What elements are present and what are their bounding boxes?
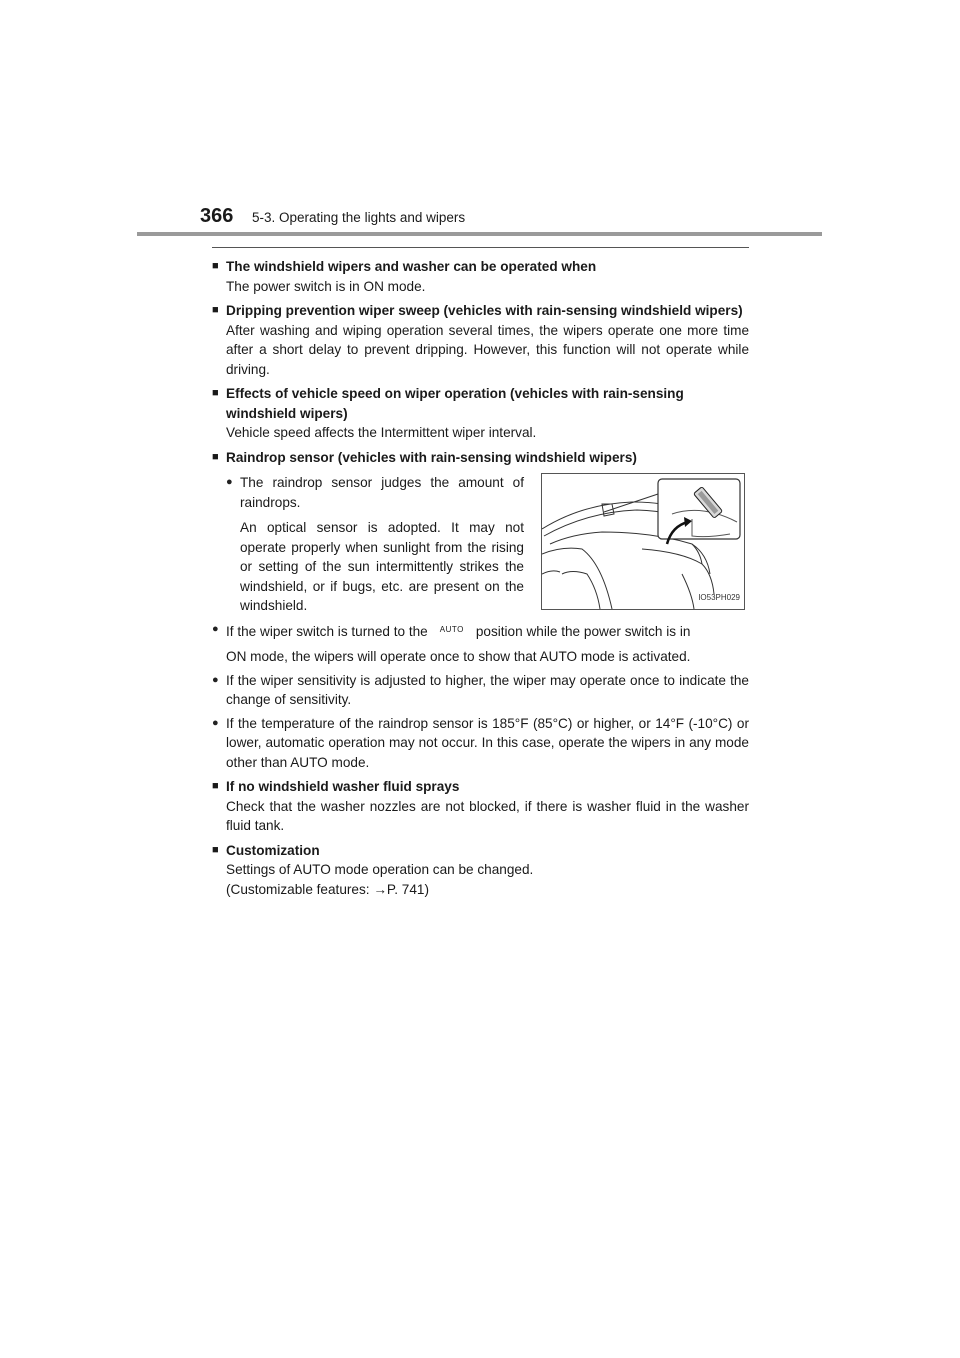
bullet-text: If the temperature of the raindrop sensor is 185°F (85°C) or higher, or 14°F (-10°C) or lower, automatic operation may not occur. In this case, operate the wipers in any mode other than AUTO mode. — [226, 715, 749, 770]
heading-marker-icon: ■ — [212, 387, 219, 399]
bullet-text: If the wiper sensitivity is adjusted to higher, the wiper may operate once to indicate the change of sensitivity. — [226, 672, 749, 707]
heading-raindrop-sensor — [212, 448, 749, 468]
heading-text: Customization — [226, 842, 320, 858]
bullet-icon: ● — [212, 673, 219, 686]
raindrop-sensor-text — [212, 469, 524, 616]
paragraph: Settings of AUTO mode operation can be changed. — [226, 862, 534, 877]
paragraph: After washing and wiping operation several times, the wipers operate one more time after a short delay to prevent dripping. However, this function will not operate while driving. — [226, 322, 749, 377]
list-item — [212, 671, 749, 710]
heading-customization — [212, 841, 749, 861]
section-title: 5-3. Operating the lights and wipers — [252, 210, 466, 225]
list-item — [226, 473, 524, 616]
paragraph: Check that the washer nozzles are not blocked, if there is washer fluid in the washer fluid tank. — [226, 798, 749, 833]
heading-marker-icon: ■ — [212, 450, 219, 463]
header-rule — [137, 232, 822, 236]
heading-wipers-operable — [212, 257, 749, 277]
heading-marker-icon: ■ — [212, 780, 219, 792]
raindrop-bullet-list — [212, 620, 749, 773]
list-item-text — [240, 473, 524, 616]
heading-no-washer-fluid — [212, 777, 749, 797]
bullet-text-continued: ON mode, the wipers will operate once to show that AUTO mode is activated. — [226, 649, 691, 664]
auto-switch-icon: AUTO — [439, 624, 464, 634]
section-divider — [212, 247, 749, 248]
bullet-text: position while the power switch is in — [475, 623, 691, 639]
bullet-text-continued: An optical sensor is adopted. It may not operate properly when sunlight from the rising or setting of the sun intermittently strikes the windshield, or if bugs, etc. are present on the windshield. — [240, 520, 524, 613]
heading-marker-icon: ■ — [212, 260, 219, 272]
heading-text: Dripping prevention wiper sweep (vehicles with rain-sensing windshield wipers) — [226, 303, 743, 318]
heading-text: If no windshield washer fluid sprays — [226, 779, 460, 794]
list-item-text — [226, 620, 749, 667]
figure-code: IO53PH029 — [698, 592, 740, 602]
heading-marker-icon: ■ — [212, 304, 219, 316]
list-item — [212, 714, 749, 773]
main-content — [212, 257, 749, 899]
raindrop-sensor-block — [212, 469, 749, 616]
heading-text: Raindrop sensor (vehicles with rain-sensing windshield wipers) — [226, 449, 637, 465]
raindrop-sensor-figure — [541, 473, 745, 610]
bullet-icon: ● — [226, 476, 233, 488]
paragraph: The power switch is in ON mode. — [226, 278, 426, 294]
heading-marker-icon: ■ — [212, 843, 219, 856]
heading-vehicle-speed-effects — [212, 384, 749, 423]
heading-text: The windshield wipers and washer can be operated when — [226, 259, 597, 274]
bullet-text: If the wiper switch is turned to the — [226, 623, 428, 639]
customization-reference-link[interactable]: (Customizable features: →P. 741) — [226, 881, 429, 897]
bullet-icon: ● — [212, 716, 219, 729]
bullet-text: The raindrop sensor judges the amount of raindrops. — [240, 475, 524, 510]
bullet-icon: ● — [212, 622, 219, 635]
paragraph: Vehicle speed affects the Intermittent wiper interval. — [226, 425, 537, 440]
page-number: 366 — [200, 205, 234, 227]
list-item — [212, 620, 749, 667]
heading-text: Effects of vehicle speed on wiper operation (vehicles with rain-sensing windshield wipers) — [226, 386, 684, 421]
heading-dripping-prevention — [212, 301, 749, 321]
